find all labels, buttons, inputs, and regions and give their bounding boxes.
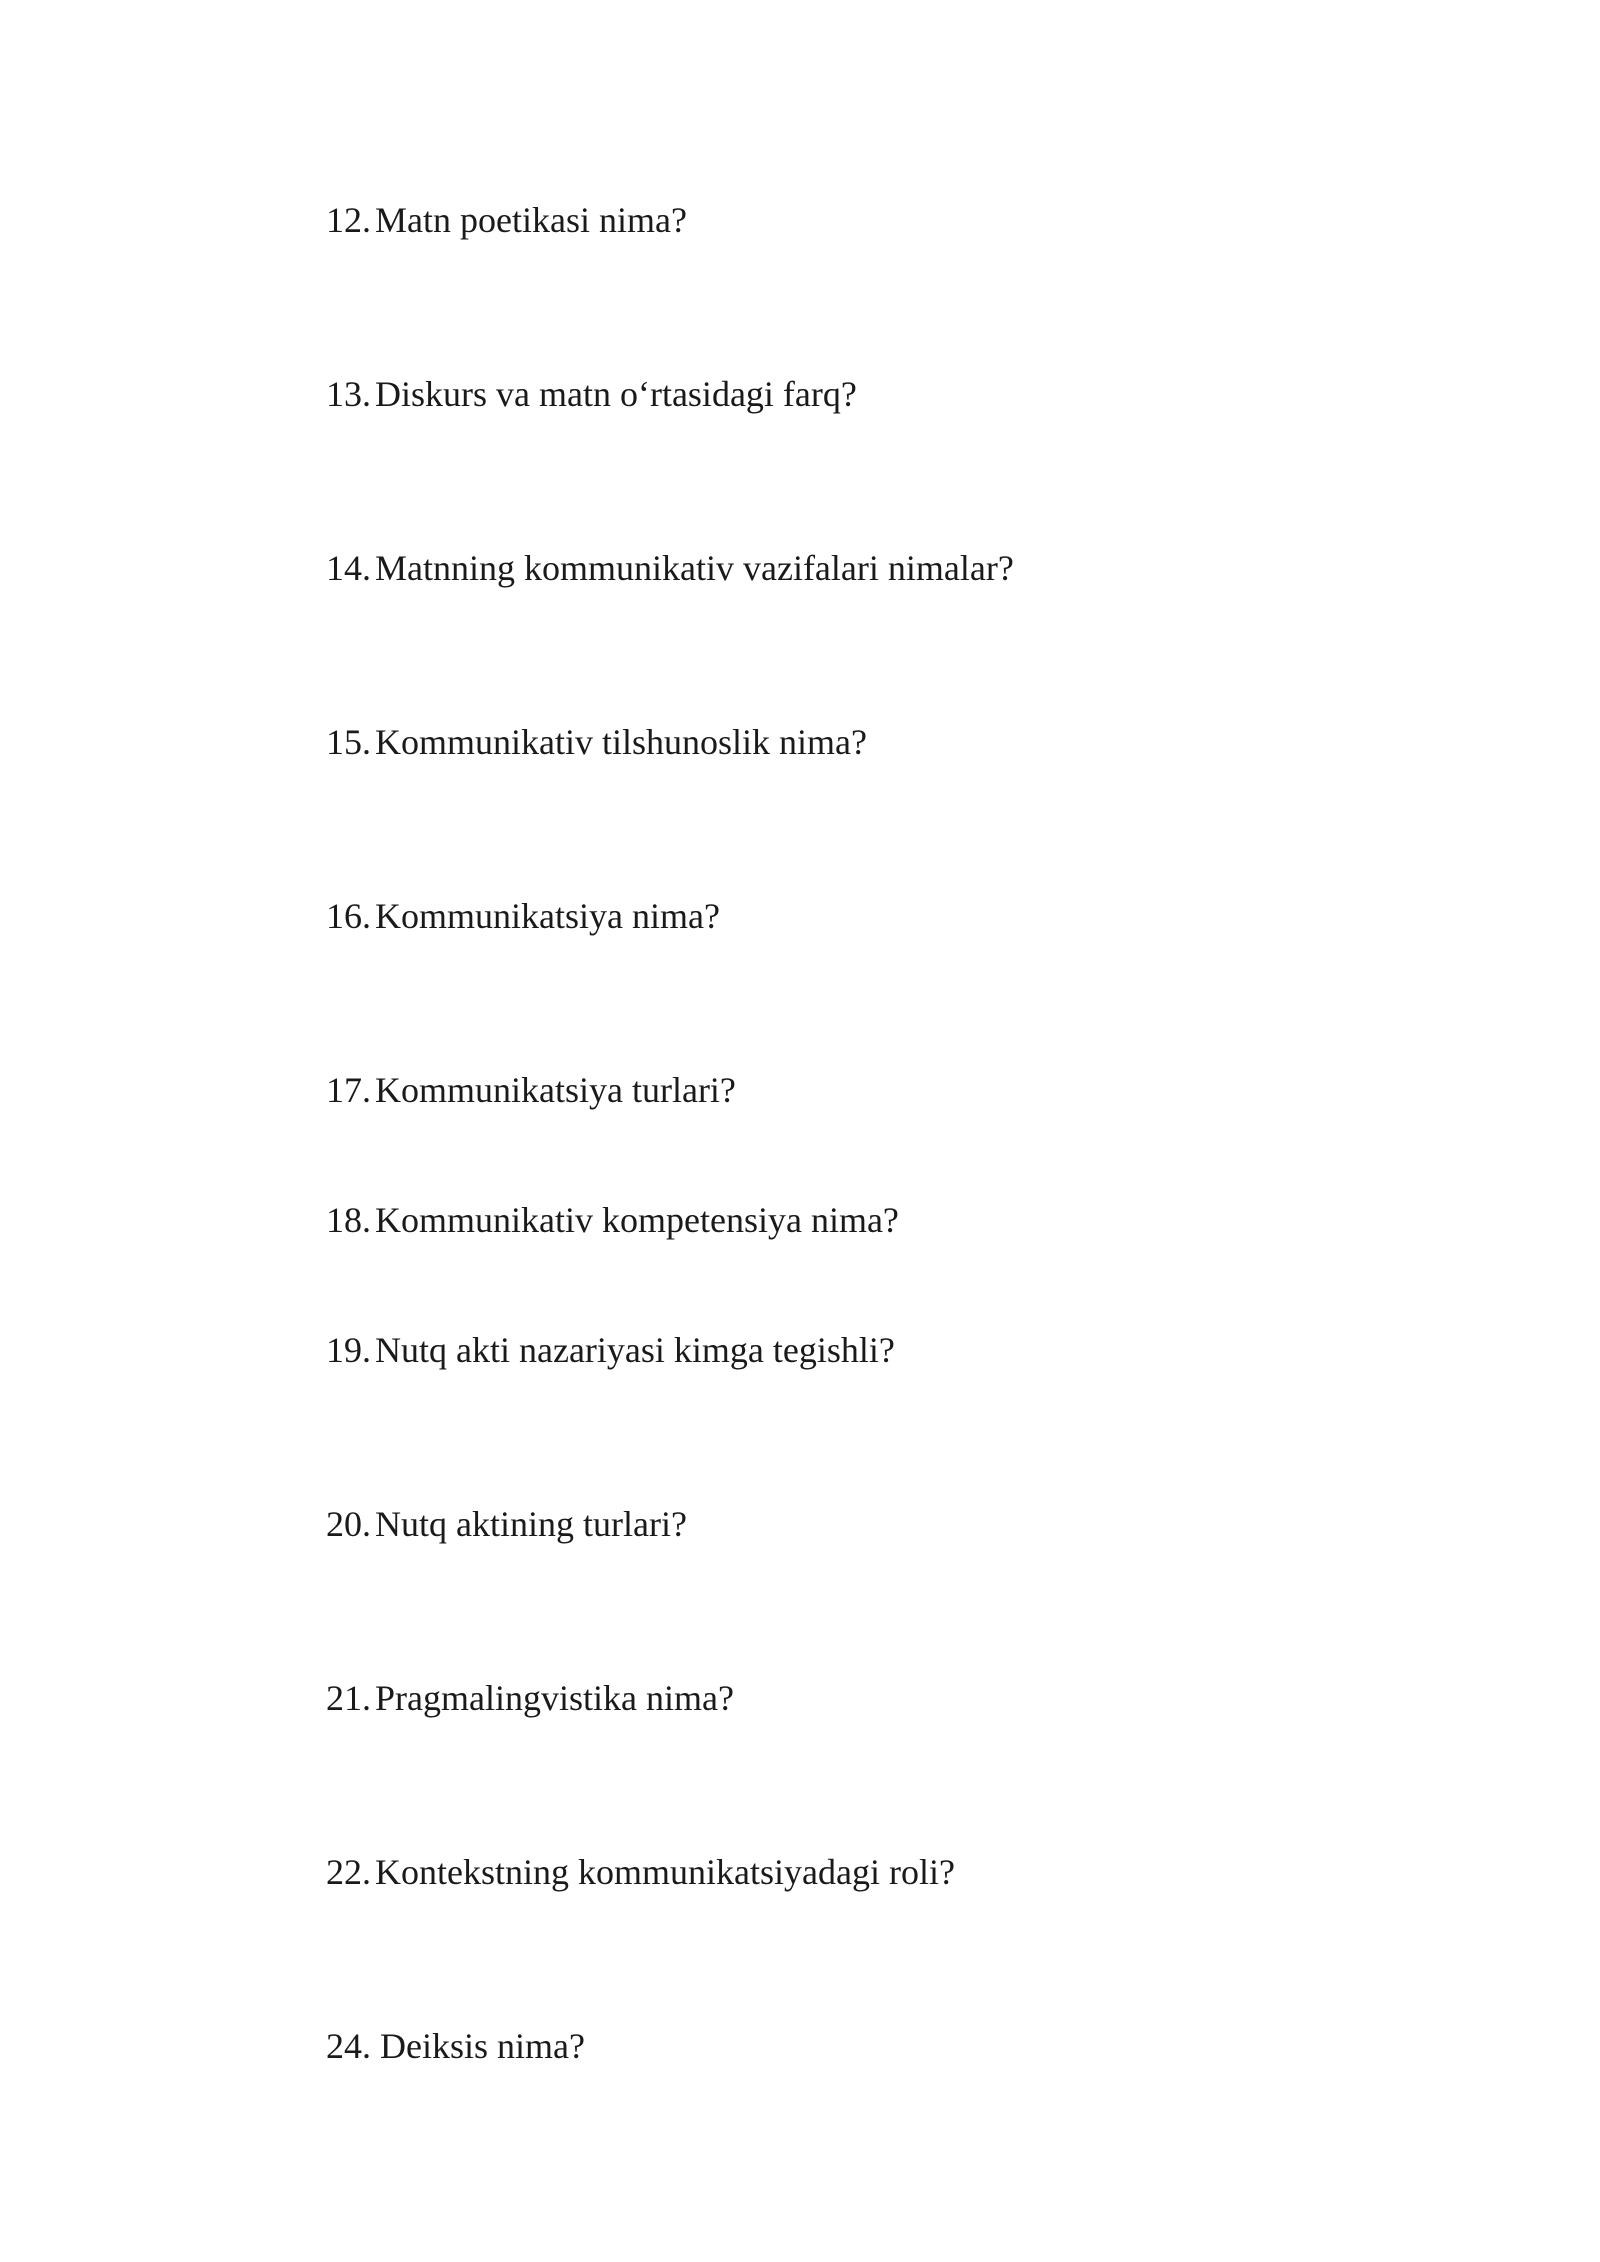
question-number: 12. [326, 200, 371, 240]
question-text: Kommunikativ kompetensiya nima? [375, 1200, 899, 1240]
question-17 [326, 1068, 736, 1112]
question-19 [326, 1328, 895, 1372]
question-number: 18. [326, 1200, 371, 1240]
question-14 [326, 546, 1014, 590]
question-number: 19. [326, 1330, 371, 1370]
question-text: Pragmalingvistika nima? [375, 1678, 734, 1718]
question-text: Matnning kommunikativ vazifalari nimalar? [375, 548, 1014, 588]
question-number: 20. [326, 1504, 371, 1544]
question-number: 24. [326, 2026, 380, 2066]
question-text: Kommunikatsiya turlari? [375, 1070, 736, 1110]
question-number: 22. [326, 1852, 371, 1892]
question-number: 15. [326, 722, 371, 762]
question-text: Nutq akti nazariyasi kimga tegishli? [375, 1330, 895, 1370]
question-12 [326, 198, 687, 242]
question-text: Diskurs va matn o‘rtasidagi farq? [375, 374, 857, 414]
question-13 [326, 372, 857, 416]
question-text: Deiksis nima? [380, 2026, 585, 2066]
question-18 [326, 1198, 899, 1242]
question-text: Kontekstning kommunikatsiyadagi roli? [375, 1852, 955, 1892]
question-number: 14. [326, 548, 371, 588]
question-16 [326, 894, 720, 938]
question-20 [326, 1502, 687, 1546]
question-number: 13. [326, 374, 371, 414]
question-text: Matn poetikasi nima? [375, 200, 687, 240]
question-text: Nutq aktining turlari? [375, 1504, 687, 1544]
question-number: 17. [326, 1070, 371, 1110]
question-text: Kommunikativ tilshunoslik nima? [375, 722, 867, 762]
question-15 [326, 720, 867, 764]
question-number: 16. [326, 896, 371, 936]
question-22 [326, 1850, 955, 1894]
question-21 [326, 1676, 734, 1720]
question-text: Kommunikatsiya nima? [375, 896, 720, 936]
question-24 [326, 2024, 585, 2068]
question-number: 21. [326, 1678, 371, 1718]
